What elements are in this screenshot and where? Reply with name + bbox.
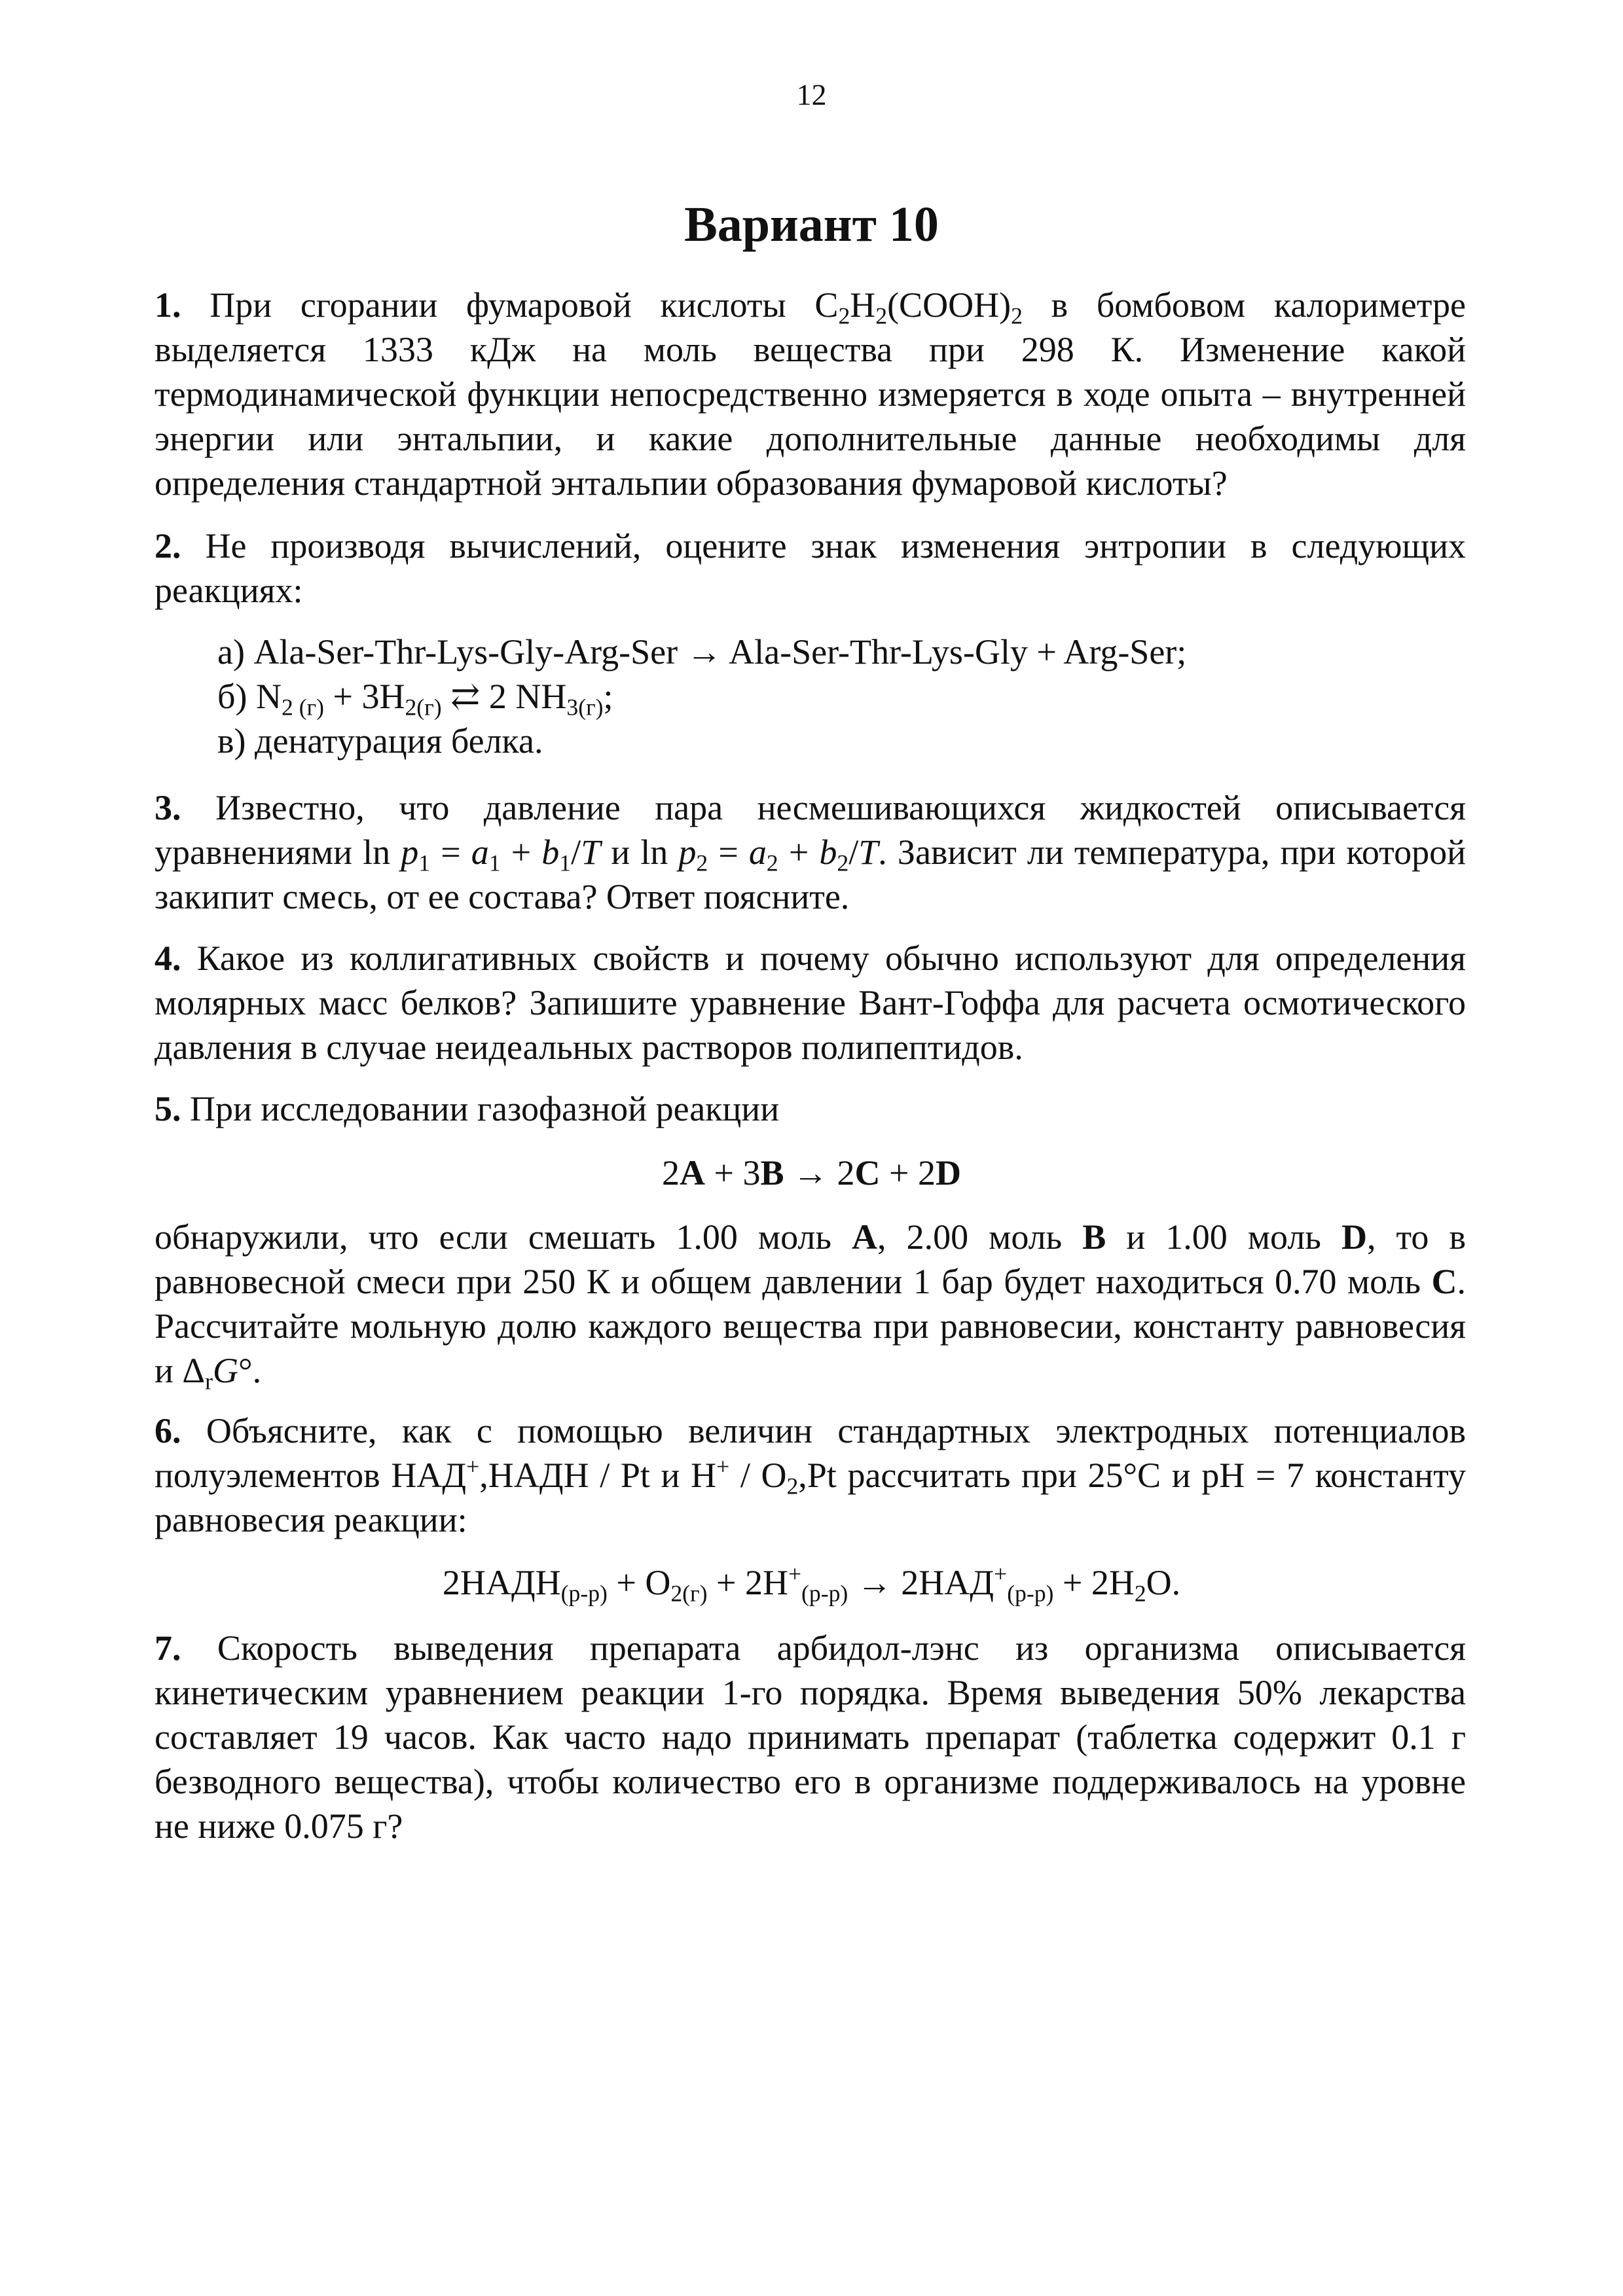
question-1: 1. При сгорании фумаровой кислоты $C_2H_2(COOH)_2$ в бомбовом калориметре выделяется 1333 кДж на моль вещества при 298 К. Изменение какой термодинамической функции непосредственно измеряется в ходе опыта – внутренней энергии или энтальпии, и какие дополнительные данные необходимы для определения стандартной энтальпии образования фумаровой кислоты? [155,285,1466,503]
question-6-equation: $2НАДН_{(р-р)} + O_{2(г)} + 2H^+_{(р-р)} \to 2НАД^+_{(р-р)} + 2H_2O$. [442,1560,1181,1607]
question-4: 4. Какое из коллигативных свойств и почему обычно используют для определения молярных масс белков? Запишите уравнение Вант-Гоффа для расчета осмотического давления в случае неидеальных растворов полипептидов. [155,939,1466,1067]
question-5-intro: 5. При исследовании газофазной реакции [155,1089,780,1128]
question-3-number: 3. [155,788,181,827]
question-5-equation: 2A + 3B → 2C + 2D [662,1153,961,1193]
question-3: 3. Известно, что давление пара несмешивающихся жидкостей описывается уравнениями $\ln p_1 = a_1 + b_1/T$ и $\ln p_2 = a_2 + b_2/T$. Зависит ли температура, при которой закипит смесь, от ее состава? Ответ поясните. [155,788,1466,916]
question-2-number: 2. [155,526,181,565]
question-4-number: 4. [155,939,181,978]
question-2-item-c: в) денатурация белка. [217,721,543,761]
page-title: Вариант 10 [684,197,939,252]
question-7-number: 7. [155,1628,181,1668]
page-number: 12 [796,78,827,111]
question-5-number: 5. [155,1089,181,1128]
question-2: 2. Не производя вычислений, оцените знак изменения энтропии в следующих реакциях: [155,526,1466,610]
question-2-item-a: а) Ala-Ser-Thr-Lys-Gly-Arg-Ser → Ala-Ser-Thr-Lys-Gly + Arg-Ser; [217,632,1187,672]
question-2-item-b: б) $N_{2 (г)} + 3H_{2(г)}$ ⇄ 2 $NH_{3(г)}$; [217,677,613,721]
question-5-body: обнаружили, что если смешать 1.00 моль A, 2.00 моль B и 1.00 моль D, то в равновесной смеси при 250 К и общем давлении 1 бар будет находиться 0.70 моль C. Рассчитайте мольную долю каждого вещества при равновесии, константу равновесия и $\Delta_rG^\circ$. [155,1217,1466,1395]
question-1-number: 1. [155,285,181,325]
question-7: 7. Скорость выведения препарата арбидол-лэнс из организма описывается кинетическим уравнением реакции 1-го порядка. Время выведения 50% лекарства составляет 19 часов. Как часто надо принимать препарат (таблетка содержит 0.1 г безводного вещества), чтобы количество его в организме поддерживалось на уровне не ниже 0.075 г? [155,1628,1466,1846]
question-6: 6. Объясните, как с помощью величин стандартных электродных потенциалов полуэлементов НАД+,НАДН / Pt и $H^+ / O_2,Pt$ рассчитать при 25°C и pH = 7 константу равновесия реакции: [155,1411,1466,1539]
question-6-number: 6. [155,1411,181,1450]
